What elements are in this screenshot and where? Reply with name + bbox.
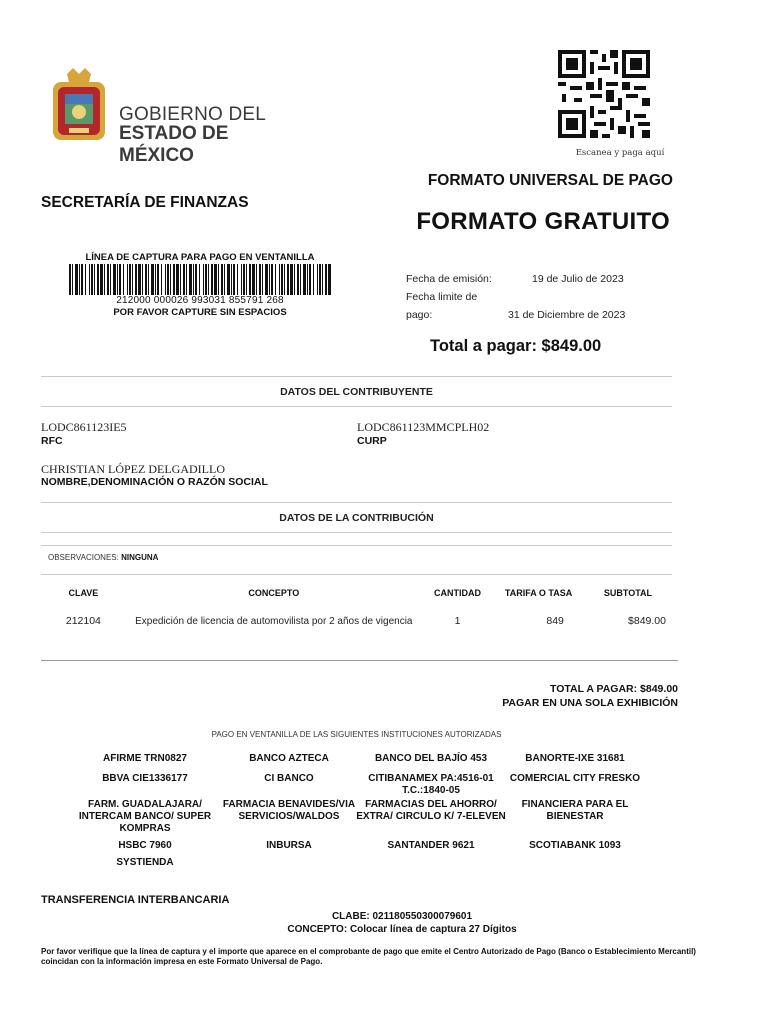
divider	[41, 376, 672, 377]
cell-clave: 212104	[65, 615, 101, 627]
institution-item: FARMACIAS DEL AHORRO/ EXTRA/ CIRCULO K/ 7-ELEVEN	[356, 799, 506, 822]
qr-caption: Escanea y paga aquí	[575, 148, 665, 158]
due-date-value: 31 de Diciembre de 2023	[508, 309, 626, 321]
institution-item: FARMACIA BENAVIDES/VIA SERVICIOS/WALDOS	[222, 799, 356, 822]
due-date-label: Fecha limite de pago:	[406, 291, 478, 321]
rfc-value: LODC861123IE5	[41, 420, 127, 434]
column-header: CONCEPTO	[248, 588, 300, 598]
column-header: SUBTOTAL	[603, 588, 653, 598]
total-amount-header: Total a pagar: $849.00	[430, 337, 602, 355]
cell-concepto: Expedición de licencia de automovilista por 2 años de vigencia	[135, 615, 413, 627]
observations-value: NINGUNA	[121, 553, 159, 562]
column-header: TARIFA O TASA	[504, 588, 573, 598]
state-seal-icon	[47, 68, 111, 144]
institution-item: AFIRME TRN0827	[103, 753, 187, 764]
divider	[41, 406, 672, 407]
gov-line-1: GOBIERNO DEL	[119, 104, 267, 125]
table-row	[41, 603, 672, 639]
curp-value: LODC861123MMCPLH02	[357, 420, 490, 434]
institution-item: CITIBANAMEX PA:4516-01 T.C.:1840-05	[368, 773, 494, 796]
institution-item: COMERCIAL CITY FRESKO	[509, 773, 641, 784]
column-header: CANTIDAD	[434, 588, 482, 598]
institution-item: SYSTIENDA	[116, 857, 174, 868]
document-title: FORMATO UNIVERSAL DE PAGO	[427, 172, 673, 189]
total-to-pay: TOTAL A PAGAR: $849.00	[550, 683, 678, 695]
divider	[41, 660, 678, 661]
gov-line-2: ESTADO DE MÉXICO	[119, 123, 229, 166]
capture-line-title: LÍNEA DE CAPTURA PARA PAGO EN VENTANILLA	[85, 252, 315, 263]
barcode-icon	[69, 264, 331, 295]
institution-item: CI BANCO	[264, 773, 314, 784]
institution-item: BANORTE-IXE 31681	[525, 753, 625, 764]
institution-item: FINANCIERA PARA EL BIENESTAR	[521, 799, 629, 822]
contribution-section-title: DATOS DE LA CONTRIBUCIÓN	[279, 512, 434, 524]
institution-item: HSBC 7960	[118, 840, 172, 851]
clabe-value: CLABE: 021180550300079601	[331, 911, 473, 922]
document-subtitle: FORMATO GRATUITO	[416, 208, 670, 235]
transfer-title: TRANSFERENCIA INTERBANCARIA	[41, 894, 230, 906]
institution-item: BANCO DEL BAJÍO 453	[374, 753, 488, 764]
contribution-table	[41, 583, 672, 639]
transfer-concept: CONCEPTO: Colocar línea de captura 27 Dígitos	[287, 924, 517, 935]
emission-date-label: Fecha de emisión:	[406, 273, 492, 285]
institution-item: BBVA CIE1336177	[102, 773, 188, 784]
single-payment-note: PAGAR EN UNA SOLA EXHIBICIÓN	[502, 697, 678, 709]
taxpayer-section-title: DATOS DEL CONTRIBUYENTE	[280, 386, 433, 398]
divider	[41, 574, 672, 575]
rfc-label: RFC	[41, 435, 63, 447]
observations	[48, 553, 158, 562]
column-header: CLAVE	[68, 588, 99, 598]
capture-line-digits[interactable]: 212000 000026 993031 855791 268	[116, 295, 284, 306]
totals-block	[400, 682, 678, 710]
table-header-row	[41, 583, 672, 603]
transfer-details	[41, 910, 763, 936]
dates-block	[406, 270, 625, 324]
secretaria-title: SECRETARÍA DE FINANZAS	[41, 194, 249, 211]
disclaimer-text: Por favor verifique que la línea de captura y el importe que aparece en el comprobante de pago que emite el Centro Autorizado de Pago (Banco o Establecimiento Mercantil) coincidan con la información impresa en este Formato Universal de Pago.	[41, 947, 696, 966]
qr-code-icon[interactable]	[558, 50, 650, 138]
taxpayer-name-label: NOMBRE,DENOMINACIÓN O RAZÓN SOCIAL	[41, 476, 268, 488]
curp-label: CURP	[357, 435, 387, 447]
divider	[41, 502, 672, 503]
divider	[41, 545, 672, 546]
institution-item: SANTANDER 9621	[387, 840, 475, 851]
institutions-title: PAGO EN VENTANILLA DE LAS SIGUIENTES INSTITUCIONES AUTORIZADAS	[211, 730, 502, 739]
institution-item: INBURSA	[266, 840, 312, 851]
taxpayer-name-value: CHRISTIAN LÓPEZ DELGADILLO	[41, 462, 225, 476]
institution-item: SCOTIABANK 1093	[529, 840, 621, 851]
institution-item: BANCO AZTECA	[249, 753, 329, 764]
cell-subtotal: $849.00	[628, 615, 666, 627]
cell-cantidad: 1	[454, 615, 461, 627]
institution-item: FARM. GUADALAJARA/ INTERCAM BANCO/ SUPER KOMPRAS	[78, 799, 212, 834]
government-logo	[47, 68, 292, 166]
capture-line-note: POR FAVOR CAPTURE SIN ESPACIOS	[113, 307, 287, 318]
emission-date-value: 19 de Julio de 2023	[532, 273, 624, 285]
cell-tarifa: 849	[546, 615, 564, 627]
divider	[41, 532, 672, 533]
observations-label: OBSERVACIONES:	[48, 553, 119, 562]
